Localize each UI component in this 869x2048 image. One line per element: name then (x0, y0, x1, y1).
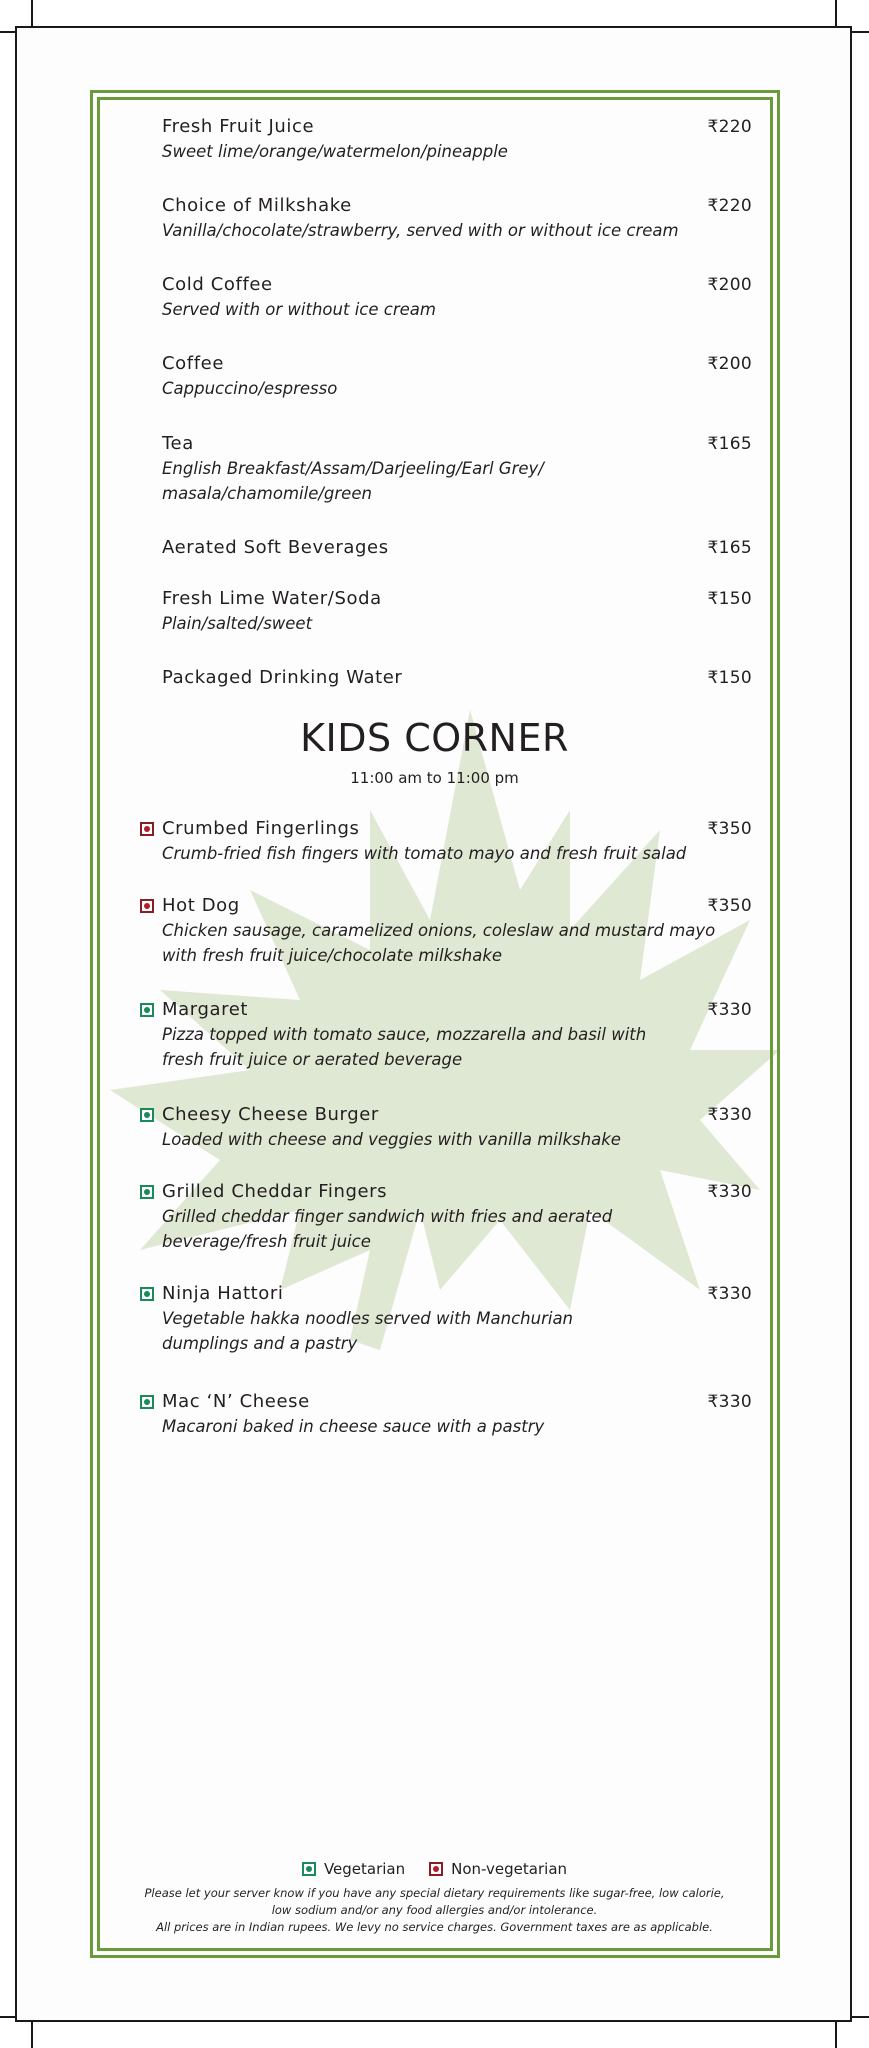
item-price: ₹150 (707, 589, 752, 609)
menu-item (162, 116, 752, 164)
item-price: ₹165 (707, 434, 752, 454)
item-description: Cappuccino/espresso (162, 379, 338, 398)
section-title: KIDS CORNER (300, 716, 569, 760)
menu-item (162, 537, 752, 558)
legend-label: Non-vegetarian (451, 1860, 568, 1878)
menu-item (162, 1181, 752, 1254)
non-veg-icon (140, 899, 154, 913)
item-description: Loaded with cheese and veggies with vanilla milkshake (162, 1130, 621, 1149)
item-price: ₹350 (707, 819, 752, 839)
menu-item (162, 274, 752, 322)
item-description: Sweet lime/orange/watermelon/pineapple (162, 142, 508, 161)
item-price: ₹165 (707, 538, 752, 558)
item-price: ₹330 (707, 1284, 752, 1304)
item-name: Cheesy Cheese Burger (162, 1104, 379, 1125)
veg-icon (140, 1108, 154, 1122)
veg-icon (140, 1185, 154, 1199)
menu-item (162, 999, 752, 1072)
item-description: dumplings and a pastry (162, 1334, 358, 1353)
item-name: Crumbed Fingerlings (162, 818, 360, 839)
item-description: Crumb-fried fish fingers with tomato mayo and fresh fruit salad (162, 844, 687, 863)
legend-non-vegetarian (429, 1860, 567, 1878)
item-description: masala/chamomile/green (162, 484, 372, 503)
item-description: fresh fruit juice or aerated beverage (162, 1050, 463, 1069)
menu-item (162, 353, 752, 401)
item-description: Plain/salted/sweet (162, 614, 313, 633)
menu-item (162, 1283, 752, 1356)
item-description: Macaroni baked in cheese sauce with a pastry (162, 1417, 545, 1436)
menu-item (162, 667, 752, 688)
veg-icon (302, 1862, 316, 1876)
non-veg-icon (140, 822, 154, 836)
disclaimer-line: All prices are in Indian rupees. We levy no service charges. Government taxes are as applicable. (156, 1920, 713, 1934)
veg-icon (140, 1287, 154, 1301)
item-price: ₹330 (707, 1182, 752, 1202)
item-price: ₹350 (707, 896, 752, 916)
item-price: ₹330 (707, 1000, 752, 1020)
item-description: Chicken sausage, caramelized onions, coleslaw and mustard mayo (162, 921, 716, 940)
legend-vegetarian (302, 1860, 405, 1878)
item-description: English Breakfast/Assam/Darjeeling/Earl Grey/ (162, 459, 544, 478)
item-price: ₹220 (707, 117, 752, 137)
veg-icon (140, 1395, 154, 1409)
section-hours: 11:00 am to 11:00 pm (350, 769, 519, 787)
menu-item (162, 195, 752, 243)
legend-label: Vegetarian (323, 1860, 406, 1878)
item-price: ₹200 (707, 275, 752, 295)
item-name: Coffee (162, 353, 225, 374)
item-name: Tea (162, 433, 194, 454)
disclaimer-line: low sodium and/or any food allergies and/or intolerance. (271, 1903, 598, 1917)
disclaimer (0, 1885, 869, 1936)
menu-item (162, 433, 752, 506)
menu-item (162, 895, 752, 968)
item-name: Fresh Lime Water/Soda (162, 588, 382, 609)
item-name: Grilled Cheddar Fingers (162, 1181, 388, 1202)
diet-legend (0, 1860, 869, 1878)
item-name: Choice of Milkshake (162, 195, 352, 216)
menu-item (162, 818, 752, 866)
item-description: Grilled cheddar finger sandwich with fries and aerated (162, 1207, 613, 1226)
item-name: Packaged Drinking Water (162, 667, 403, 688)
item-description: Vegetable hakka noodles served with Manchurian (162, 1309, 574, 1328)
item-name: Fresh Fruit Juice (162, 116, 315, 137)
item-price: ₹330 (707, 1392, 752, 1412)
non-veg-icon (429, 1862, 443, 1876)
item-name: Mac ‘N’ Cheese (162, 1391, 310, 1412)
item-description: beverage/fresh fruit juice (162, 1232, 371, 1251)
item-description: Served with or without ice cream (162, 300, 436, 319)
disclaimer-line: Please let your server know if you have any special dietary requirements like sugar-free, low calorie, (144, 1886, 725, 1900)
item-price: ₹200 (707, 354, 752, 374)
item-name: Hot Dog (162, 895, 240, 916)
item-description: with fresh fruit juice/chocolate milkshake (162, 946, 503, 965)
menu-item (162, 1104, 752, 1152)
item-description: Pizza topped with tomato sauce, mozzarella and basil with (162, 1025, 647, 1044)
menu-item (162, 588, 752, 636)
item-name: Cold Coffee (162, 274, 273, 295)
item-price: ₹330 (707, 1105, 752, 1125)
item-name: Aerated Soft Beverages (162, 537, 389, 558)
item-price: ₹150 (707, 668, 752, 688)
veg-icon (140, 1003, 154, 1017)
item-name: Margaret (162, 999, 249, 1020)
menu-item (162, 1391, 752, 1439)
item-price: ₹220 (707, 196, 752, 216)
item-description: Vanilla/chocolate/strawberry, served with or without ice cream (162, 221, 679, 240)
item-name: Ninja Hattori (162, 1283, 284, 1304)
